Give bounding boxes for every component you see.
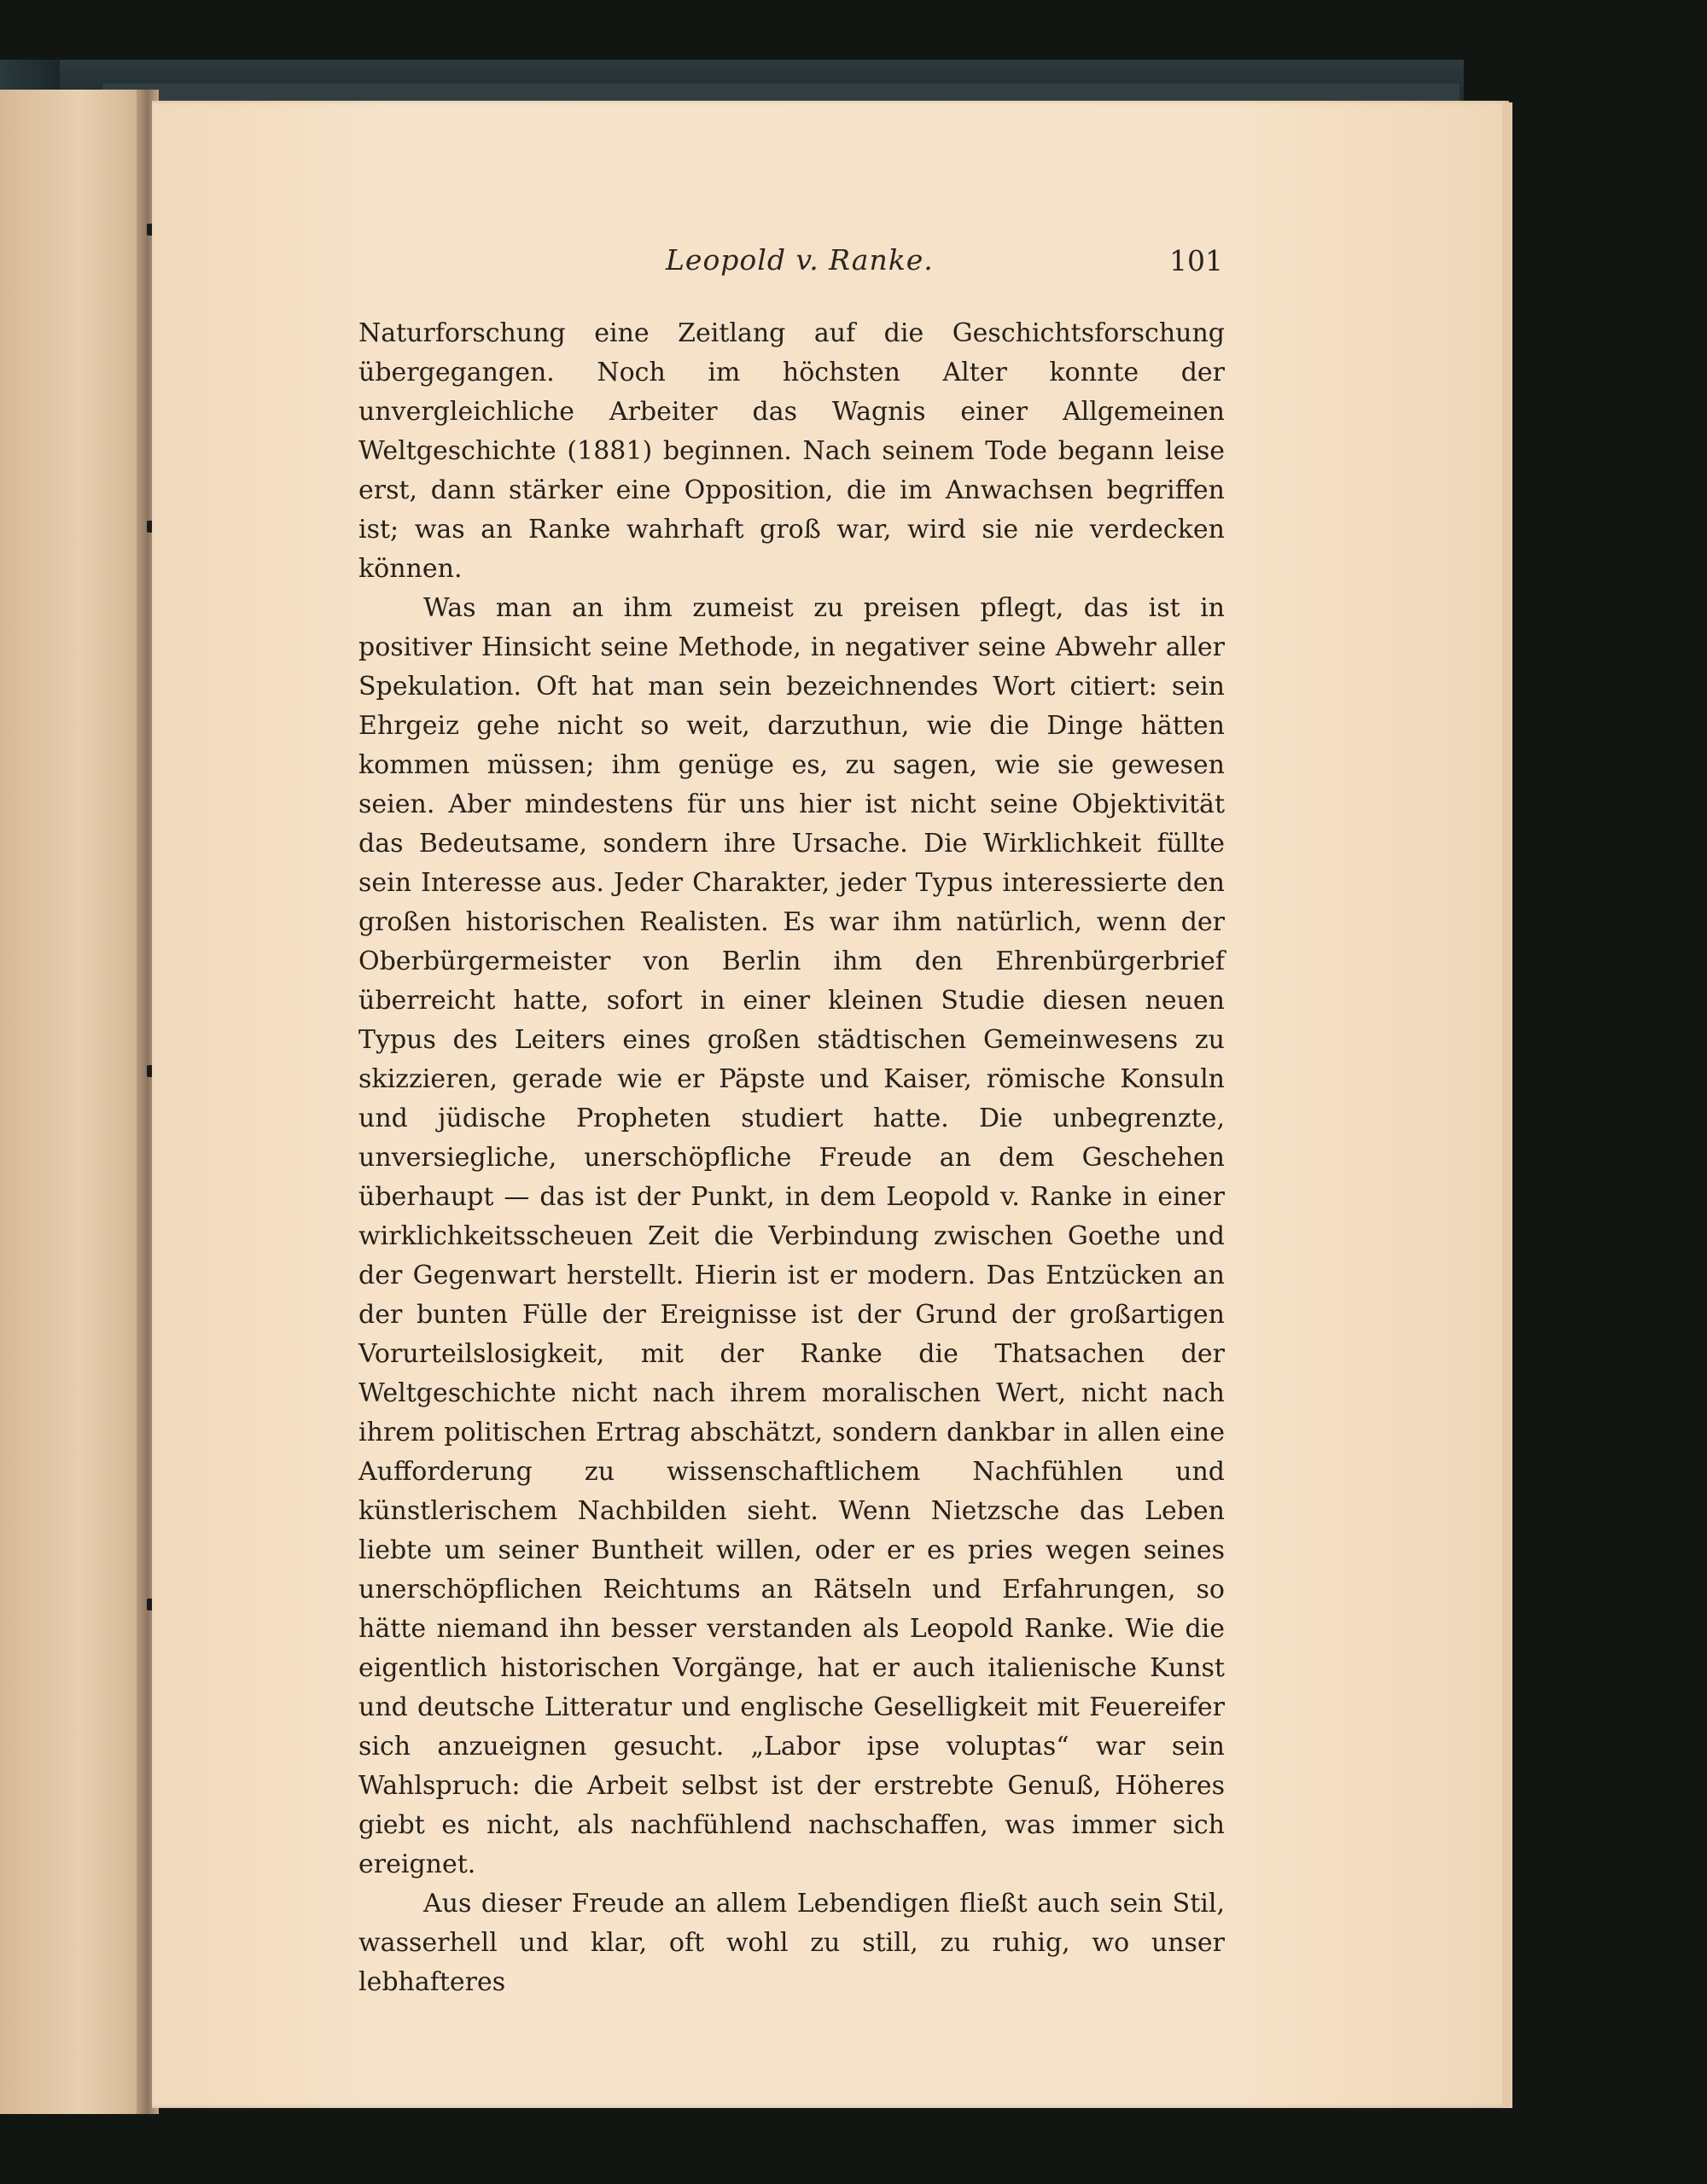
- paragraph: Naturforschung eine Zeitlang auf die Geschichtsforschung übergegangen. Noch im höchsten Alter konnte der unvergleichliche Arbeiter das Wagnis einer Allgemeinen Weltgeschichte (1881) beginnen. Nach seinem Tode begann leise erst, dann stärker eine Opposition, die im Anwachsen begriffen ist; was an Ranke wahrhaft groß war, wird sie nie verdecken können.: [358, 318, 1225, 584]
- left-page-edge: [0, 90, 147, 2114]
- page-number: 101: [1169, 244, 1223, 277]
- running-head: Leopold v. Ranke.: [666, 243, 934, 277]
- paragraph: Aus dieser Freude an allem Lebendigen fließt auch sein Stil, wasserhell und klar, oft wohl zu still, zu ruhig, wo unser lebhafteres: [358, 1889, 1225, 1997]
- book-cover-edge: [102, 84, 1459, 101]
- paragraph: Was man an ihm zumeist zu preisen pflegt, das ist in positiver Hinsicht seine Methode, in negativer seine Abwehr aller Spekulation. Oft hat man sein bezeichnendes Wort citiert: sein Ehrgeiz gehe nicht so weit, darzuthun, wie die Dinge hätten kommen müssen; ihm genüge es, zu sagen, wie sie gewesen seien. Aber mindestens für uns hier ist nicht seine Objektivität das Bedeutsame, sondern ihre Ursache. Die Wirklichkeit füllte sein Interesse aus. Jeder Charakter, jeder Typus interessierte den großen historischen Realisten. Es war ihm natürlich, wenn der Oberbürgermeister von Berlin ihm den Ehrenbürgerbrief überreicht hatte, sofort in einer kleinen Studie diesen neuen Typus des Leiters eines großen städtischen Gemeinwesens zu skizzieren, gerade wie er Päpste und Kaiser, römische Konsuln und jüdische Propheten studiert hatte. Die unbegrenzte, unversiegliche, unerschöpfliche Freude an dem Geschehen überhaupt — das ist der Punkt, in dem Leopold v. Ranke in einer wirklichkeitsscheuen Zeit die Verbindung zwischen Goethe und der Gegenwart herstellt. Hierin ist er modern. Das Entzücken an der bunten Fülle der Ereignisse ist der Grund der großartigen Vorurteilslosigkeit, mit der Ranke die Thatsachen der Weltgeschichte nicht nach ihrem moralischen Wert, nicht nach ihrem politischen Ertrag abschätzt, sondern dankbar in allen eine Aufforderung zu wissenschaftlichem Nachfühlen und künstlerischem Nachbilden sieht. Wenn Nietzsche das Leben liebte um seiner Buntheit willen, oder er es pries wegen seines unerschöpflichen Reichtums an Rätseln und Erfahrungen, so hätte niemand ihn besser verstanden als Leopold Ranke. Wie die eigentlich historischen Vorgänge, hat er auch italienische Kunst und deutsche Litteratur und englische Geselligkeit mit Feuereifer sich anzueignen gesucht. „Labor ipse voluptas“ war sein Wahlspruch: die Arbeit selbst ist der erstrebte Genuß, Höheres giebt es nicht, als nachfühlend nachschaffen, was immer sich ereignet.: [358, 593, 1225, 1879]
- page-body: [358, 314, 1225, 2002]
- page-fore-edge: [1502, 102, 1512, 2108]
